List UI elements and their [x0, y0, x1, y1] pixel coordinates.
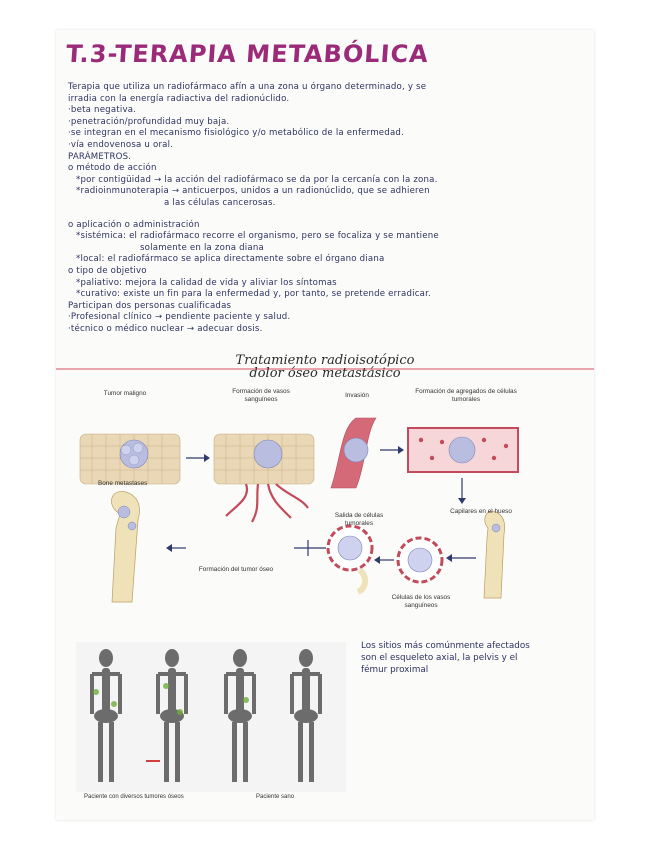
param-aplicacion: o aplicación o administración: [68, 219, 200, 230]
skeleton-scan-icon: [290, 649, 322, 782]
scan-caption-left: Paciente con diversos tumores óseos: [84, 794, 184, 800]
note-line: fémur proximal: [361, 665, 429, 675]
note-line: Los sitios más comúnmente afectados: [361, 641, 530, 651]
bone-metastasis-icon: [111, 491, 139, 602]
participan-heading: Participan dos personas cualificadas: [68, 300, 232, 311]
bone-scan-images: [76, 642, 346, 792]
aggregate-vessel-icon: [408, 428, 518, 472]
param-mecanismo: o método de acción: [68, 163, 157, 174]
sub-item-cont: solamente en la zona diana: [140, 242, 264, 253]
bullet-item: ·vía endovenosa u oral.: [68, 139, 174, 150]
params-heading: PARÁMETROS.: [68, 151, 132, 162]
label-bone-met: Bone metastases: [98, 480, 148, 487]
role-item: ·Profesional clínico → pendiente paciente y salud.: [68, 312, 291, 323]
notebook-page: [56, 30, 594, 820]
sub-item: *sistémica: el radiofármaco recorre el organismo, pero se focaliza y se mantiene: [76, 231, 439, 242]
invasion-icon: [331, 418, 376, 488]
page-title: T.3-TERAPIA METABÓLICA: [65, 40, 430, 68]
bullet-item: ·penetración/profundidad muy baja.: [68, 116, 230, 127]
sub-item: *por contigüidad → la acción del radiofármaco se da por la cercanía con la zona.: [76, 174, 438, 185]
sub-item: *local: el radiofármaco se aplica directamente sobre el órgano diana: [76, 254, 385, 265]
tumor-tissue-icon: [80, 434, 180, 484]
section-subtitle: [56, 354, 594, 380]
skeleton-scan-icon: [156, 649, 188, 782]
skeleton-scan-illustration: [76, 642, 346, 792]
label-tumor-oseo: Formación del tumor óseo: [198, 566, 274, 573]
bullet-item: ·beta negativa.: [68, 105, 137, 116]
affected-sites-note: [361, 640, 591, 676]
label-salida: Salida de células tumorales: [334, 512, 384, 527]
notes-section: [68, 82, 586, 335]
skeleton-scan-icon: [224, 649, 256, 782]
note-line: son el esqueleto axial, la pelvis y el: [361, 653, 518, 663]
metastasis-diagram: [76, 388, 594, 618]
subtitle-line: Tratamiento radioisotópico: [235, 353, 415, 368]
label-capilares: Capilares en el hueso: [450, 508, 512, 515]
param-objetivo: o tipo de objetivo: [68, 265, 147, 276]
vessel-tissue-icon: [214, 434, 314, 522]
role-item: ·técnico o médico nuclear → adecuar dosis.: [68, 323, 263, 334]
sub-item: *curativo: existe un fin para la enfermedad y, por tanto, se pretende erradicar.: [76, 289, 431, 300]
intro-line: Terapia que utiliza un radiofármaco afín a una zona u órgano determinado, y se: [68, 82, 427, 92]
cell-exit-icon: [328, 526, 372, 592]
sub-item: *radioinmunoterapia → anticuerpos, unidos a un radionúclido, que se adhieren: [76, 186, 430, 197]
diagram-illustration: [76, 388, 576, 618]
sub-item-cont: a las células cancerosas.: [164, 197, 276, 208]
label-agregados: Formación de agregados de células tumorales: [415, 388, 517, 403]
intro-line: irradia con la energía radiactiva del radionúclido.: [68, 93, 290, 104]
femur-icon: [484, 511, 505, 598]
label-invasion: Invasión: [345, 392, 369, 399]
skeleton-scan-icon: [90, 649, 122, 782]
cell-exit-icon: [398, 538, 442, 582]
sub-item: *paliativo: mejora la calidad de vida y aliviar los síntomas: [76, 277, 337, 288]
label-vasos: Formación de vasos sanguíneos: [232, 388, 290, 403]
label-celulas-vasos: Células de los vasos sanguíneos: [391, 594, 451, 609]
bullet-item: ·se integran en el mecanismo fisiológico y/o metabólico de la enfermedad.: [68, 128, 405, 139]
subtitle-line: dolor óseo metastásico: [249, 366, 401, 381]
spacer: [68, 210, 586, 220]
scan-caption-right: Paciente sano: [256, 794, 295, 800]
label-tumor: Tumor maligno: [103, 390, 147, 397]
